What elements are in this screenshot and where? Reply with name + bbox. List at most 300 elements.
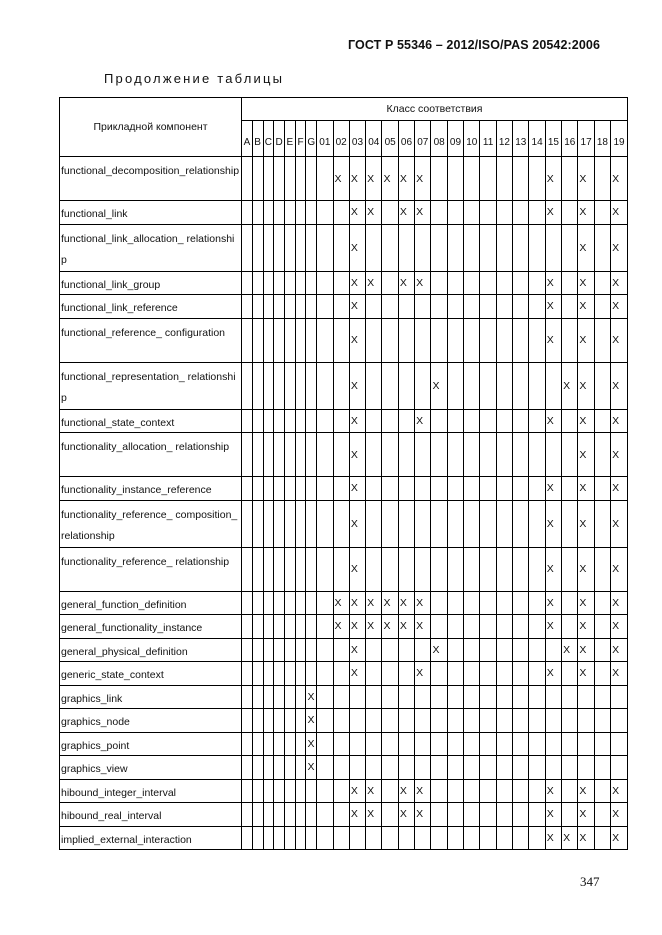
class-cell-02 xyxy=(333,433,349,477)
class-cell-18 xyxy=(594,732,610,756)
class-cell-08 xyxy=(431,615,447,639)
conformance-mark: X xyxy=(611,500,628,547)
class-cell-d xyxy=(274,318,285,362)
class-cell-03 xyxy=(349,685,365,709)
table-row xyxy=(60,157,628,201)
class-cell-08 xyxy=(431,433,447,477)
conformance-mark: X xyxy=(578,662,594,686)
class-cell-b xyxy=(252,477,263,501)
component-name: generic_state_context xyxy=(60,662,242,686)
class-column-a: A xyxy=(242,121,253,157)
class-cell-e xyxy=(284,547,295,591)
class-cell-a xyxy=(242,685,253,709)
table-row xyxy=(60,500,628,547)
class-cell-14 xyxy=(529,685,545,709)
class-column-04: 04 xyxy=(366,121,382,157)
class-cell-g xyxy=(306,318,317,362)
class-cell-01 xyxy=(317,803,333,827)
conformance-mark: X xyxy=(349,615,365,639)
class-cell-10 xyxy=(464,433,480,477)
class-cell-12 xyxy=(496,157,512,201)
conformance-mark: X xyxy=(382,615,398,639)
class-cell-11 xyxy=(480,201,496,225)
component-name: hibound_real_interval xyxy=(60,803,242,827)
class-cell-11 xyxy=(480,295,496,319)
conformance-mark: X xyxy=(611,433,628,477)
class-cell-14 xyxy=(529,157,545,201)
class-cell-e xyxy=(284,662,295,686)
class-cell-15 xyxy=(545,362,561,409)
class-cell-09 xyxy=(447,779,463,803)
class-cell-c xyxy=(263,500,274,547)
class-cell-09 xyxy=(447,732,463,756)
class-cell-09 xyxy=(447,318,463,362)
class-cell-08 xyxy=(431,662,447,686)
conformance-mark: X xyxy=(545,803,561,827)
class-cell-01 xyxy=(317,547,333,591)
class-cell-a xyxy=(242,295,253,319)
table-row xyxy=(60,826,628,850)
table-row xyxy=(60,318,628,362)
class-cell-05 xyxy=(382,756,398,780)
class-cell-a xyxy=(242,433,253,477)
class-cell-07 xyxy=(415,638,431,662)
class-cell-06 xyxy=(398,295,414,319)
class-cell-01 xyxy=(317,591,333,615)
class-cell-07 xyxy=(415,224,431,271)
conformance-mark: X xyxy=(306,756,317,780)
class-cell-09 xyxy=(447,685,463,709)
conformance-mark: X xyxy=(611,295,628,319)
class-cell-10 xyxy=(464,295,480,319)
class-cell-a xyxy=(242,638,253,662)
class-cell-02 xyxy=(333,638,349,662)
class-cell-f xyxy=(295,638,306,662)
component-name: graphics_point xyxy=(60,732,242,756)
class-cell-03 xyxy=(349,826,365,850)
class-cell-g xyxy=(306,615,317,639)
class-cell-09 xyxy=(447,295,463,319)
class-cell-08 xyxy=(431,591,447,615)
class-cell-b xyxy=(252,662,263,686)
class-cell-14 xyxy=(529,732,545,756)
class-cell-09 xyxy=(447,638,463,662)
conformance-mark: X xyxy=(306,732,317,756)
class-cell-a xyxy=(242,756,253,780)
conformance-mark: X xyxy=(349,433,365,477)
class-cell-13 xyxy=(513,803,529,827)
class-cell-16 xyxy=(562,756,578,780)
class-cell-10 xyxy=(464,318,480,362)
class-cell-06 xyxy=(398,547,414,591)
class-cell-11 xyxy=(480,271,496,295)
class-cell-09 xyxy=(447,615,463,639)
class-cell-14 xyxy=(529,709,545,733)
class-cell-17 xyxy=(578,732,594,756)
class-cell-e xyxy=(284,318,295,362)
class-cell-d xyxy=(274,732,285,756)
component-name: functional_representation_ relationship xyxy=(60,362,242,409)
class-cell-05 xyxy=(382,318,398,362)
class-column-01: 01 xyxy=(317,121,333,157)
class-cell-11 xyxy=(480,685,496,709)
table-row xyxy=(60,433,628,477)
component-name: functionality_reference_ composition_relationship xyxy=(60,500,242,547)
class-cell-16 xyxy=(562,224,578,271)
class-column-09: 09 xyxy=(447,121,463,157)
class-cell-10 xyxy=(464,157,480,201)
class-cell-10 xyxy=(464,547,480,591)
class-cell-01 xyxy=(317,433,333,477)
class-column-g: G xyxy=(306,121,317,157)
class-cell-10 xyxy=(464,500,480,547)
class-cell-18 xyxy=(594,295,610,319)
class-cell-14 xyxy=(529,409,545,433)
conformance-mark: X xyxy=(349,638,365,662)
class-cell-19 xyxy=(611,685,628,709)
class-cell-11 xyxy=(480,547,496,591)
conformance-mark: X xyxy=(578,500,594,547)
class-cell-d xyxy=(274,591,285,615)
class-cell-16 xyxy=(562,685,578,709)
class-cell-18 xyxy=(594,318,610,362)
conformance-mark: X xyxy=(611,547,628,591)
class-cell-d xyxy=(274,779,285,803)
class-cell-a xyxy=(242,779,253,803)
conformance-mark: X xyxy=(415,662,431,686)
conformance-mark: X xyxy=(578,477,594,501)
class-cell-c xyxy=(263,591,274,615)
conformance-mark: X xyxy=(611,826,628,850)
conformance-mark: X xyxy=(611,779,628,803)
class-cell-d xyxy=(274,638,285,662)
class-cell-16 xyxy=(562,295,578,319)
class-cell-01 xyxy=(317,685,333,709)
class-cell-11 xyxy=(480,826,496,850)
class-cell-02 xyxy=(333,409,349,433)
table-row xyxy=(60,638,628,662)
class-cell-16 xyxy=(562,803,578,827)
class-cell-b xyxy=(252,779,263,803)
class-cell-c xyxy=(263,709,274,733)
class-cell-f xyxy=(295,295,306,319)
conformance-mark: X xyxy=(611,271,628,295)
class-cell-14 xyxy=(529,500,545,547)
class-cell-11 xyxy=(480,615,496,639)
conformance-mark: X xyxy=(349,500,365,547)
class-cell-c xyxy=(263,615,274,639)
class-cell-e xyxy=(284,224,295,271)
class-column-d: D xyxy=(274,121,285,157)
class-column-b: B xyxy=(252,121,263,157)
class-cell-09 xyxy=(447,826,463,850)
conformance-mark: X xyxy=(415,409,431,433)
class-cell-18 xyxy=(594,477,610,501)
class-cell-f xyxy=(295,662,306,686)
class-cell-11 xyxy=(480,709,496,733)
class-cell-14 xyxy=(529,779,545,803)
class-cell-16 xyxy=(562,477,578,501)
class-cell-16 xyxy=(562,409,578,433)
class-cell-e xyxy=(284,685,295,709)
class-cell-16 xyxy=(562,157,578,201)
component-name: general_function_definition xyxy=(60,591,242,615)
class-cell-10 xyxy=(464,201,480,225)
class-cell-b xyxy=(252,201,263,225)
component-name: graphics_view xyxy=(60,756,242,780)
class-cell-e xyxy=(284,201,295,225)
class-cell-b xyxy=(252,362,263,409)
class-cell-18 xyxy=(594,662,610,686)
class-cell-e xyxy=(284,709,295,733)
class-cell-g xyxy=(306,157,317,201)
conformance-mark: X xyxy=(578,362,594,409)
class-cell-13 xyxy=(513,591,529,615)
class-cell-c xyxy=(263,779,274,803)
class-column-13: 13 xyxy=(513,121,529,157)
class-cell-08 xyxy=(431,826,447,850)
class-cell-c xyxy=(263,295,274,319)
class-cell-g xyxy=(306,779,317,803)
class-cell-16 xyxy=(562,433,578,477)
class-cell-f xyxy=(295,433,306,477)
class-cell-04 xyxy=(366,295,382,319)
conformance-mark: X xyxy=(415,271,431,295)
class-cell-e xyxy=(284,433,295,477)
class-cell-05 xyxy=(382,803,398,827)
class-cell-02 xyxy=(333,732,349,756)
class-cell-e xyxy=(284,271,295,295)
class-cell-03 xyxy=(349,709,365,733)
class-cell-12 xyxy=(496,547,512,591)
class-cell-g xyxy=(306,409,317,433)
class-cell-12 xyxy=(496,224,512,271)
class-cell-14 xyxy=(529,803,545,827)
class-cell-f xyxy=(295,826,306,850)
class-cell-a xyxy=(242,224,253,271)
class-cell-04 xyxy=(366,433,382,477)
class-cell-18 xyxy=(594,591,610,615)
class-cell-c xyxy=(263,224,274,271)
class-cell-d xyxy=(274,826,285,850)
class-cell-d xyxy=(274,362,285,409)
conformance-mark: X xyxy=(611,157,628,201)
class-cell-b xyxy=(252,685,263,709)
class-cell-13 xyxy=(513,224,529,271)
component-name: functional_state_context xyxy=(60,409,242,433)
class-cell-f xyxy=(295,224,306,271)
class-cell-08 xyxy=(431,732,447,756)
class-cell-08 xyxy=(431,477,447,501)
conformance-mark: X xyxy=(545,409,561,433)
class-cell-15 xyxy=(545,638,561,662)
class-cell-d xyxy=(274,433,285,477)
class-cell-11 xyxy=(480,756,496,780)
class-cell-12 xyxy=(496,433,512,477)
class-cell-09 xyxy=(447,709,463,733)
conformance-mark: X xyxy=(611,362,628,409)
class-cell-10 xyxy=(464,685,480,709)
conformance-mark: X xyxy=(611,803,628,827)
class-cell-07 xyxy=(415,826,431,850)
class-cell-03 xyxy=(349,756,365,780)
table-row xyxy=(60,709,628,733)
class-column-e: E xyxy=(284,121,295,157)
class-cell-06 xyxy=(398,756,414,780)
conformance-mark: X xyxy=(349,318,365,362)
class-cell-a xyxy=(242,709,253,733)
class-cell-01 xyxy=(317,779,333,803)
class-cell-b xyxy=(252,591,263,615)
conformance-mark: X xyxy=(366,803,382,827)
class-cell-16 xyxy=(562,615,578,639)
conformance-mark: X xyxy=(562,826,578,850)
class-cell-12 xyxy=(496,638,512,662)
class-cell-04 xyxy=(366,756,382,780)
class-cell-02 xyxy=(333,477,349,501)
class-cell-d xyxy=(274,615,285,639)
class-cell-a xyxy=(242,615,253,639)
class-cell-d xyxy=(274,685,285,709)
class-cell-02 xyxy=(333,318,349,362)
class-cell-13 xyxy=(513,779,529,803)
class-cell-b xyxy=(252,433,263,477)
class-cell-d xyxy=(274,224,285,271)
class-cell-g xyxy=(306,477,317,501)
class-cell-15 xyxy=(545,756,561,780)
class-cell-10 xyxy=(464,826,480,850)
conformance-mark: X xyxy=(415,157,431,201)
class-cell-09 xyxy=(447,500,463,547)
class-cell-f xyxy=(295,409,306,433)
class-cell-14 xyxy=(529,224,545,271)
conformance-mark: X xyxy=(611,224,628,271)
class-cell-14 xyxy=(529,591,545,615)
conformance-mark: X xyxy=(545,826,561,850)
class-cell-18 xyxy=(594,638,610,662)
class-cell-a xyxy=(242,500,253,547)
conformance-mark: X xyxy=(611,477,628,501)
class-cell-11 xyxy=(480,409,496,433)
table-row xyxy=(60,271,628,295)
class-cell-f xyxy=(295,756,306,780)
class-cell-08 xyxy=(431,500,447,547)
class-cell-10 xyxy=(464,803,480,827)
class-cell-09 xyxy=(447,547,463,591)
class-cell-b xyxy=(252,756,263,780)
class-cell-f xyxy=(295,591,306,615)
class-cell-04 xyxy=(366,685,382,709)
conformance-mark: X xyxy=(349,409,365,433)
class-cell-16 xyxy=(562,271,578,295)
class-cell-07 xyxy=(415,709,431,733)
class-cell-c xyxy=(263,547,274,591)
class-cell-18 xyxy=(594,500,610,547)
class-cell-13 xyxy=(513,409,529,433)
conformance-mark: X xyxy=(578,271,594,295)
conformance-mark: X xyxy=(545,779,561,803)
class-cell-e xyxy=(284,803,295,827)
component-name: general_functionality_instance xyxy=(60,615,242,639)
class-cell-01 xyxy=(317,477,333,501)
class-cell-05 xyxy=(382,201,398,225)
class-cell-18 xyxy=(594,685,610,709)
class-cell-19 xyxy=(611,732,628,756)
conformance-table xyxy=(59,97,628,850)
class-cell-g xyxy=(306,362,317,409)
class-cell-04 xyxy=(366,362,382,409)
class-cell-12 xyxy=(496,477,512,501)
conformance-mark: X xyxy=(611,591,628,615)
class-cell-18 xyxy=(594,547,610,591)
class-cell-14 xyxy=(529,201,545,225)
class-cell-14 xyxy=(529,826,545,850)
class-cell-g xyxy=(306,638,317,662)
class-cell-a xyxy=(242,362,253,409)
class-cell-04 xyxy=(366,500,382,547)
class-cell-05 xyxy=(382,732,398,756)
class-cell-14 xyxy=(529,615,545,639)
conformance-mark: X xyxy=(349,779,365,803)
class-cell-06 xyxy=(398,409,414,433)
class-cell-02 xyxy=(333,779,349,803)
class-cell-02 xyxy=(333,709,349,733)
class-cell-09 xyxy=(447,362,463,409)
class-cell-08 xyxy=(431,779,447,803)
class-column-14: 14 xyxy=(529,121,545,157)
component-column-header: Прикладной компонент xyxy=(60,98,242,157)
class-cell-08 xyxy=(431,803,447,827)
conformance-mark: X xyxy=(611,201,628,225)
conformance-mark: X xyxy=(349,157,365,201)
class-cell-10 xyxy=(464,709,480,733)
class-column-19: 19 xyxy=(611,121,628,157)
class-cell-b xyxy=(252,615,263,639)
class-cell-08 xyxy=(431,709,447,733)
class-cell-f xyxy=(295,732,306,756)
class-cell-10 xyxy=(464,362,480,409)
class-cell-16 xyxy=(562,500,578,547)
class-cell-f xyxy=(295,803,306,827)
class-cell-01 xyxy=(317,826,333,850)
class-cell-17 xyxy=(578,709,594,733)
table-row xyxy=(60,295,628,319)
class-cell-f xyxy=(295,615,306,639)
class-cell-12 xyxy=(496,732,512,756)
class-cell-12 xyxy=(496,709,512,733)
class-cell-13 xyxy=(513,732,529,756)
conformance-mark: X xyxy=(578,826,594,850)
class-cell-11 xyxy=(480,318,496,362)
class-cell-c xyxy=(263,756,274,780)
class-column-11: 11 xyxy=(480,121,496,157)
conformance-mark: X xyxy=(398,271,414,295)
class-cell-09 xyxy=(447,224,463,271)
class-column-06: 06 xyxy=(398,121,414,157)
class-cell-a xyxy=(242,826,253,850)
conformance-mark: X xyxy=(333,591,349,615)
class-cell-04 xyxy=(366,638,382,662)
class-cell-14 xyxy=(529,318,545,362)
class-cell-f xyxy=(295,271,306,295)
class-cell-g xyxy=(306,547,317,591)
class-cell-a xyxy=(242,662,253,686)
component-name: implied_external_interaction xyxy=(60,826,242,850)
class-cell-16 xyxy=(562,662,578,686)
class-column-08: 08 xyxy=(431,121,447,157)
class-cell-13 xyxy=(513,547,529,591)
conformance-mark: X xyxy=(382,157,398,201)
